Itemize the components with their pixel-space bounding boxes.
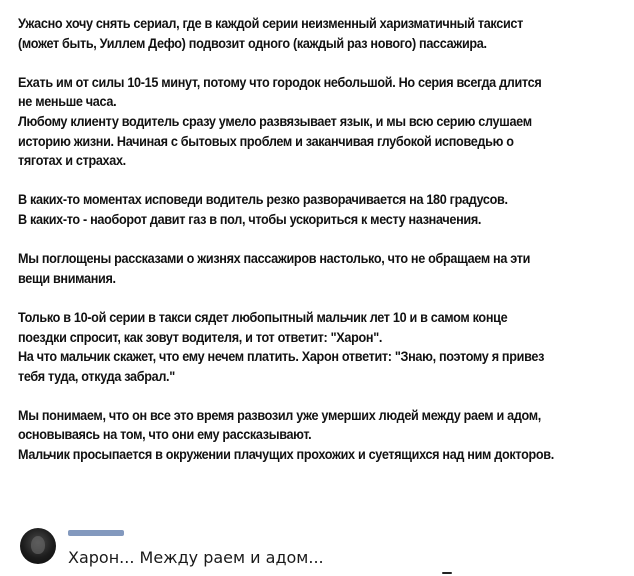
comment-author-name[interactable]	[68, 530, 124, 536]
avatar[interactable]	[20, 528, 56, 564]
paragraph-3	[18, 190, 621, 229]
text-line: В каких-то моментах исповеди водитель резко разворачивается на 180 градусов.	[18, 192, 508, 208]
text-line: тяготах и страхах.	[18, 153, 126, 169]
paragraph-2	[18, 73, 621, 171]
text-line: В каких-то - наоборот давит газ в пол, чтобы ускориться к месту назначения.	[18, 211, 482, 227]
text-line: Мальчик просыпается в окружении плачущих прохожих и суетящихся над ним докторов.	[18, 447, 554, 463]
paragraph-5	[18, 308, 621, 386]
text-line: не меньше часа.	[18, 94, 117, 110]
text-line: Ехать им от силы 10-15 минут, потому что городок небольшой. Но серия всегда длится	[18, 74, 542, 90]
text-line: Ужасно хочу снять сериал, где в каждой серии неизменный харизматичный таксист	[18, 16, 524, 31]
text-line: На что мальчик скажет, что ему нечем платить. Харон ответит: "Знаю, поэтому я привез	[18, 349, 545, 365]
text-line: Только в 10-ой серии в такси сядет любопытный мальчик лет 10 и в самом конце	[18, 309, 508, 325]
text-line: тебя туда, откуда забрал."	[18, 368, 175, 384]
text-line: Мы понимаем, что он все это время развозил уже умерших людей между раем и адом,	[18, 407, 541, 423]
comment	[14, 522, 624, 576]
paragraph-6	[18, 406, 621, 465]
post-body	[18, 14, 621, 484]
text-line: историю жизни. Начиная с бытовых проблем и заканчивая глубокой исповедью о	[18, 133, 514, 149]
paragraph-4	[18, 249, 621, 288]
text-line: вещи внимания.	[18, 270, 116, 286]
text-line: поездки спросит, как зовут водителя, и тот ответит: "Харон".	[18, 329, 383, 345]
paragraph-1	[18, 14, 621, 53]
cropped-text-fragment	[442, 572, 452, 574]
text-line: основываясь на том, что они ему рассказывают.	[18, 427, 312, 443]
avatar-silhouette-icon	[31, 536, 45, 554]
text-line: Мы поглощены рассказами о жизнях пассажиров настолько, что не обращаем на эти	[18, 251, 531, 267]
comment-text: Харон... Между раем и адом...	[68, 548, 324, 567]
text-line: Любому клиенту водитель сразу умело развязывает язык, и мы всю серию слушаем	[18, 113, 532, 129]
text-line: (может быть, Уиллем Дефо) подвозит одного (каждый раз нового) пассажира.	[18, 35, 487, 51]
